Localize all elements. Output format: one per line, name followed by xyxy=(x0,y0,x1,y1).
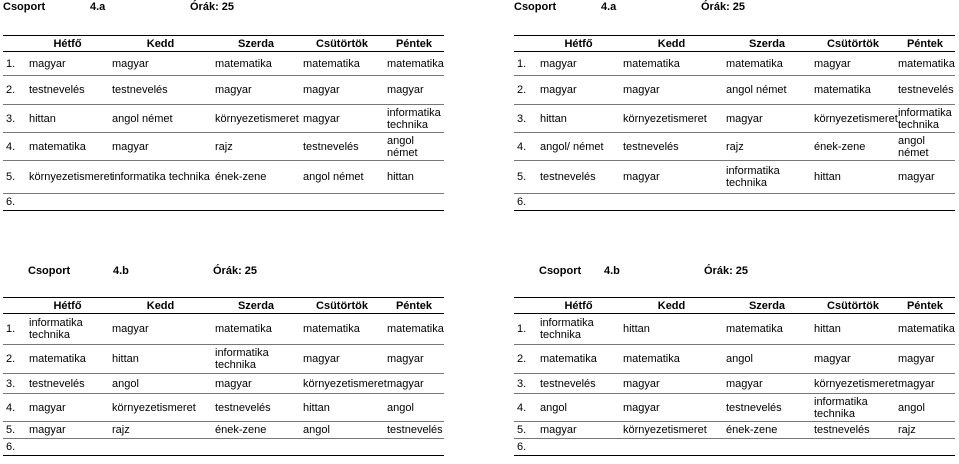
day-header-row xyxy=(3,36,444,52)
subject-cell: magyar xyxy=(212,76,300,105)
subject-cell: hittan xyxy=(109,345,212,374)
day-header: Csütörtök xyxy=(300,298,384,314)
subject-cell xyxy=(26,194,109,211)
subject-cell: angol xyxy=(723,345,811,374)
subject-cell: magyar xyxy=(811,52,895,76)
subject-cell: rajz xyxy=(895,422,955,439)
subject-cell: ének-zene xyxy=(212,161,300,194)
subject-cell: matematika xyxy=(620,345,723,374)
subject-cell: magyar xyxy=(26,422,109,439)
subject-cell: magyar xyxy=(300,76,384,105)
period-number: 1. xyxy=(3,52,26,76)
subject-cell xyxy=(620,194,723,211)
subject-cell: angol/ német xyxy=(537,133,620,161)
subject-cell: informatika technika xyxy=(26,314,109,345)
subject-cell: testnevelés xyxy=(537,161,620,194)
period-number: 6. xyxy=(3,439,26,456)
subject-cell: hittan xyxy=(300,394,384,422)
day-header: Csütörtök xyxy=(300,36,384,52)
hours-label: Órák: 25 xyxy=(701,1,746,13)
subject-cell: matematika xyxy=(723,52,811,76)
subject-cell: angol xyxy=(537,394,620,422)
day-header: Szerda xyxy=(723,36,811,52)
subject-cell: angol német xyxy=(384,133,444,161)
day-header: Kedd xyxy=(620,36,723,52)
subject-cell xyxy=(109,194,212,211)
timetable xyxy=(3,35,444,211)
subject-cell: testnevelés xyxy=(300,133,384,161)
period-number: 5. xyxy=(3,422,26,439)
period-number: 2. xyxy=(3,76,26,105)
subject-cell: informatika technika xyxy=(212,345,300,374)
period-number: 6. xyxy=(514,194,537,211)
subject-cell: testnevelés xyxy=(384,422,444,439)
subject-cell xyxy=(723,194,811,211)
subject-cell xyxy=(895,194,955,211)
day-header: Hétfő xyxy=(537,36,620,52)
day-header: Kedd xyxy=(620,298,723,314)
period-row xyxy=(514,374,955,394)
subject-cell: magyar xyxy=(384,76,444,105)
period-number: 1. xyxy=(3,314,26,345)
subject-cell: rajz xyxy=(212,133,300,161)
subject-cell: hittan xyxy=(384,161,444,194)
subject-cell: matematika xyxy=(212,314,300,345)
day-header: Péntek xyxy=(895,36,955,52)
period-row xyxy=(3,394,444,422)
subject-cell: matematika xyxy=(384,314,444,345)
subject-cell: matematika xyxy=(895,314,955,345)
subject-cell: informatika technika xyxy=(811,394,895,422)
subject-cell: testnevelés xyxy=(212,394,300,422)
subject-cell: informatika technika xyxy=(895,105,955,133)
subject-cell: testnevelés xyxy=(895,76,955,105)
day-header: Hétfő xyxy=(26,298,109,314)
period-number: 6. xyxy=(3,194,26,211)
subject-cell: matematika xyxy=(620,52,723,76)
period-number: 2. xyxy=(3,345,26,374)
subject-cell: matematika xyxy=(811,76,895,105)
subject-cell: testnevelés xyxy=(723,394,811,422)
period-number: 4. xyxy=(3,133,26,161)
day-header-row xyxy=(514,36,955,52)
subject-cell: hittan xyxy=(811,314,895,345)
subject-cell: magyar xyxy=(26,52,109,76)
period-row xyxy=(514,422,955,439)
period-row xyxy=(514,194,955,211)
subject-cell: magyar xyxy=(212,374,300,394)
subject-cell xyxy=(723,439,811,456)
subject-cell: matematika xyxy=(300,314,384,345)
period-row xyxy=(514,394,955,422)
subject-cell xyxy=(26,439,109,456)
subject-cell: magyar xyxy=(895,161,955,194)
period-number: 4. xyxy=(514,133,537,161)
period-number: 5. xyxy=(514,422,537,439)
day-header: Csütörtök xyxy=(811,36,895,52)
period-number: 3. xyxy=(3,105,26,133)
period-row xyxy=(514,105,955,133)
period-number: 3. xyxy=(3,374,26,394)
subject-cell: matematika xyxy=(384,52,444,76)
subject-cell: magyar xyxy=(109,133,212,161)
period-number: 5. xyxy=(3,161,26,194)
subject-cell: magyar xyxy=(895,374,955,394)
group-label: Csoport xyxy=(28,265,71,277)
subject-cell xyxy=(384,194,444,211)
subject-cell: magyar xyxy=(537,76,620,105)
day-header: Szerda xyxy=(723,298,811,314)
subject-cell: magyar xyxy=(26,394,109,422)
period-number: 4. xyxy=(514,394,537,422)
subject-cell: testnevelés xyxy=(109,76,212,105)
period-row xyxy=(514,314,955,345)
period-row xyxy=(3,76,444,105)
corner-cell xyxy=(3,298,26,314)
timetable xyxy=(514,297,955,456)
subject-cell: angol xyxy=(384,394,444,422)
day-header-row xyxy=(3,298,444,314)
period-number: 1. xyxy=(514,314,537,345)
day-header: Péntek xyxy=(384,36,444,52)
subject-cell: magyar xyxy=(384,374,444,394)
subject-cell: ének-zene xyxy=(811,133,895,161)
subject-cell xyxy=(384,439,444,456)
period-row xyxy=(514,52,955,76)
subject-cell: matematika xyxy=(26,133,109,161)
hours-label: Órák: 25 xyxy=(190,1,235,13)
subject-cell: környezetismeret xyxy=(26,161,109,194)
subject-cell: testnevelés xyxy=(537,374,620,394)
subject-cell: matematika xyxy=(537,345,620,374)
hours-label: Órák: 25 xyxy=(213,265,258,277)
subject-cell: angol xyxy=(300,422,384,439)
period-row xyxy=(3,194,444,211)
period-row xyxy=(3,345,444,374)
schedule-header xyxy=(3,0,444,16)
subject-cell: magyar xyxy=(109,52,212,76)
period-row xyxy=(514,133,955,161)
subject-cell: angol német xyxy=(723,76,811,105)
subject-cell: magyar xyxy=(300,345,384,374)
subject-cell: környezetismeret xyxy=(811,105,895,133)
period-number: 3. xyxy=(514,105,537,133)
subject-cell: hittan xyxy=(620,314,723,345)
day-header: Szerda xyxy=(212,298,300,314)
group-name: 4.b xyxy=(113,265,129,277)
subject-cell: informatika technika xyxy=(384,105,444,133)
subject-cell: magyar xyxy=(384,345,444,374)
subject-cell: angol német xyxy=(895,133,955,161)
corner-cell xyxy=(514,298,537,314)
subject-cell: angol német xyxy=(300,161,384,194)
subject-cell: informatika technika xyxy=(109,161,212,194)
subject-cell: magyar xyxy=(537,422,620,439)
group-name: 4.a xyxy=(601,1,617,13)
subject-cell: matematika xyxy=(300,52,384,76)
period-number: 3. xyxy=(514,374,537,394)
subject-cell: hittan xyxy=(537,105,620,133)
subject-cell: magyar xyxy=(620,76,723,105)
period-row xyxy=(514,439,955,456)
group-name: 4.a xyxy=(90,1,106,13)
subject-cell: rajz xyxy=(723,133,811,161)
subject-cell: magyar xyxy=(537,52,620,76)
period-row xyxy=(514,76,955,105)
subject-cell: környezetismeret xyxy=(620,105,723,133)
subject-cell: magyar xyxy=(620,161,723,194)
day-header: Szerda xyxy=(212,36,300,52)
period-number: 6. xyxy=(514,439,537,456)
schedule-header xyxy=(514,0,955,16)
period-row xyxy=(3,439,444,456)
day-header: Hétfő xyxy=(26,36,109,52)
subject-cell: magyar xyxy=(620,394,723,422)
period-row xyxy=(3,133,444,161)
day-header: Péntek xyxy=(384,298,444,314)
subject-cell: magyar xyxy=(620,374,723,394)
corner-cell xyxy=(514,36,537,52)
subject-cell: angol xyxy=(109,374,212,394)
period-number: 1. xyxy=(514,52,537,76)
subject-cell: rajz xyxy=(109,422,212,439)
period-row xyxy=(514,345,955,374)
subject-cell xyxy=(300,439,384,456)
subject-cell: testnevelés xyxy=(811,422,895,439)
timetable xyxy=(3,297,444,456)
group-label: Csoport xyxy=(539,265,582,277)
subject-cell: matematika xyxy=(212,52,300,76)
subject-cell: környezetismeret xyxy=(300,374,384,394)
hours-label: Órák: 25 xyxy=(704,265,749,277)
period-number: 2. xyxy=(514,345,537,374)
subject-cell: testnevelés xyxy=(26,76,109,105)
subject-cell: informatika technika xyxy=(537,314,620,345)
period-row xyxy=(3,52,444,76)
subject-cell: matematika xyxy=(723,314,811,345)
subject-cell: hittan xyxy=(811,161,895,194)
subject-cell: matematika xyxy=(895,52,955,76)
subject-cell xyxy=(212,194,300,211)
period-row xyxy=(514,161,955,194)
subject-cell: magyar xyxy=(109,314,212,345)
subject-cell xyxy=(811,194,895,211)
day-header: Kedd xyxy=(109,298,212,314)
subject-cell xyxy=(895,439,955,456)
period-row xyxy=(3,105,444,133)
subject-cell: magyar xyxy=(723,374,811,394)
subject-cell: magyar xyxy=(723,105,811,133)
subject-cell: matematika xyxy=(26,345,109,374)
timetable xyxy=(514,35,955,211)
schedule-header xyxy=(514,264,955,280)
period-row xyxy=(3,374,444,394)
period-number: 5. xyxy=(514,161,537,194)
period-row xyxy=(3,161,444,194)
subject-cell: magyar xyxy=(300,105,384,133)
subject-cell: informatika technika xyxy=(723,161,811,194)
group-label: Csoport xyxy=(514,1,557,13)
group-name: 4.b xyxy=(604,265,620,277)
subject-cell xyxy=(537,194,620,211)
period-number: 2. xyxy=(514,76,537,105)
day-header: Csütörtök xyxy=(811,298,895,314)
subject-cell: testnevelés xyxy=(26,374,109,394)
subject-cell xyxy=(620,439,723,456)
subject-cell xyxy=(109,439,212,456)
subject-cell: magyar xyxy=(895,345,955,374)
subject-cell: angol xyxy=(895,394,955,422)
day-header: Péntek xyxy=(895,298,955,314)
corner-cell xyxy=(3,36,26,52)
subject-cell xyxy=(811,439,895,456)
period-number: 4. xyxy=(3,394,26,422)
subject-cell: környezetismeret xyxy=(620,422,723,439)
day-header-row xyxy=(514,298,955,314)
subject-cell xyxy=(212,439,300,456)
schedule-header xyxy=(3,264,444,280)
subject-cell: testnevelés xyxy=(620,133,723,161)
period-row xyxy=(3,314,444,345)
day-header: Hétfő xyxy=(537,298,620,314)
subject-cell: környezetismeret xyxy=(811,374,895,394)
subject-cell: ének-zene xyxy=(723,422,811,439)
subject-cell: angol német xyxy=(109,105,212,133)
subject-cell: ének-zene xyxy=(212,422,300,439)
period-row xyxy=(3,422,444,439)
group-label: Csoport xyxy=(3,1,46,13)
subject-cell: hittan xyxy=(26,105,109,133)
subject-cell: környezetismeret xyxy=(109,394,212,422)
day-header: Kedd xyxy=(109,36,212,52)
subject-cell: magyar xyxy=(811,345,895,374)
subject-cell xyxy=(300,194,384,211)
subject-cell: környezetismeret xyxy=(212,105,300,133)
subject-cell xyxy=(537,439,620,456)
